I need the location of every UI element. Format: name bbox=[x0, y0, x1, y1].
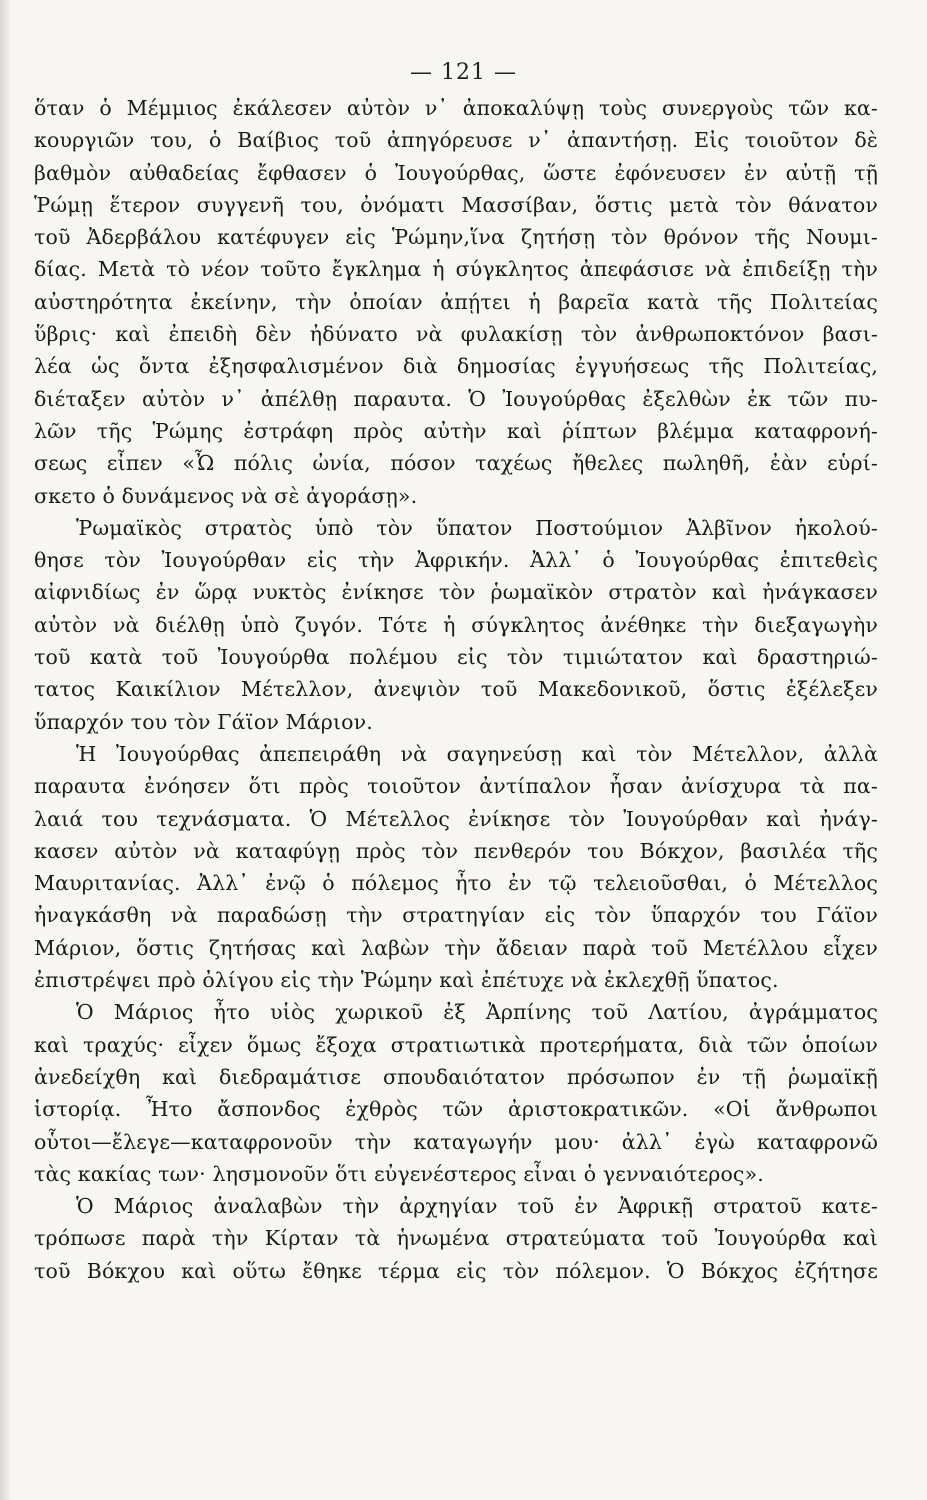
text-line: αἰφνιδίως ἐν ὥρᾳ νυκτὸς ἐνίκησε τὸν ῥωμαϊκὸν στρατὸν καὶ ἠνάγκασεν bbox=[34, 580, 878, 605]
text-line: αὐτὸν νὰ διέλθῃ ὑπὸ ζυγόν. Τότε ἡ σύγκλητος ἀνέθηκε τὴν διεξαγωγὴν bbox=[34, 612, 878, 637]
text-line: λῶν τῆς Ῥώμης ἐστράφη πρὸς αὐτὴν καὶ ῥίπτων βλέμμα καταφρονή- bbox=[34, 418, 878, 443]
text-line: κασεν αὐτὸν νὰ καταφύγῃ πρὸς τὸν πενθερόν του Βόκχον, βασιλέα τῆς bbox=[34, 838, 878, 863]
text-line: σεως εἶπεν «Ὦ πόλις ὠνία, πόσον ταχέως ἤθελες πωληθῆ, ἐὰν εὑρί- bbox=[34, 451, 878, 476]
text-line: τρόπωσε παρὰ τὴν Κίρταν τὰ ἡνωμένα στρατεύματα τοῦ Ἰουγούρθα καὶ bbox=[34, 1226, 878, 1251]
text-line: Ἡ Ἰουγούρθας ἀπεπειράθη νὰ σαγηνεύσῃ καὶ τὸν Μέτελλον, ἀλλὰ bbox=[76, 741, 878, 766]
text-line: Μαυριτανίας. Ἀλλ᾿ ἐνῷ ὁ πόλεμος ἦτο ἐν τῷ τελειοῦσθαι, ὁ Μέτελλος bbox=[34, 871, 878, 896]
text-line: θησε τὸν Ἰουγούρθαν εἰς τὴν Ἀφρικήν. Ἀλλ᾿ ὁ Ἰουγούρθας ἐπιτεθεὶς bbox=[34, 548, 878, 573]
text-line: τατος Καικίλιον Μέτελλον, ἀνεψιὸν τοῦ Μακεδονικοῦ, ὅστις ἐξέλεξεν bbox=[34, 677, 878, 702]
text-line: οὗτοι—ἔλεγε—καταφρονοῦν τὴν καταγωγήν μου· ἀλλ᾿ ἐγὼ καταφρονῶ bbox=[34, 1129, 878, 1154]
text-line: ἀνεδείχθη καὶ διεδραμάτισε σπουδαιότατον πρόσωπον ἐν τῇ ῥωμαϊκῇ bbox=[34, 1064, 878, 1089]
text-line: παραυτα ἐνόησεν ὅτι πρὸς τοιοῦτον ἀντίπαλον ἦσαν ἀνίσχυρα τὰ πα- bbox=[34, 774, 878, 799]
text-line: τοῦ Ἀδερβάλου κατέφυγεν εἰς Ῥώμην,ἵνα ζητήσῃ τὸν θρόνον τῆς Νουμι- bbox=[34, 225, 878, 250]
text-line: τοῦ κατὰ τοῦ Ἰουγούρθα πολέμου εἰς τὸν τιμιώτατον καὶ δραστηριώ- bbox=[34, 645, 878, 670]
text-line: λαιά του τεχνάσματα. Ὁ Μέτελλος ἐνίκησε τὸν Ἰουγούρθαν καὶ ἠνάγ- bbox=[34, 806, 878, 831]
text-line: ὅταν ὁ Μέμμιος ἐκάλεσεν αὐτὸν ν᾿ ἀποκαλύψῃ τοὺς συνεργοὺς τῶν κα- bbox=[34, 96, 878, 120]
page-left-edge bbox=[0, 0, 10, 1500]
text-line: βαθμὸν αὐθαδείας ἔφθασεν ὁ Ἰουγούρθας, ὥστε ἐφόνευσεν ἐν αὐτῇ τῇ bbox=[34, 160, 878, 185]
text-line: ἐπιστρέψει πρὸ ὀλίγου εἰς τὴν Ῥώμην καὶ ἐπέτυχε νὰ ἐκλεχθῇ ὕπατος. bbox=[34, 968, 779, 993]
text-line: καὶ τραχύς· εἶχεν ὅμως ἔξοχα στρατιωτικὰ προτερήματα, διὰ τῶν ὁποίων bbox=[34, 1032, 878, 1057]
text-line: αὐστηρότητα ἐκείνην, τὴν ὁποίαν ἀπῄτει ἡ βαρεῖα κατὰ τῆς Πολιτείας bbox=[34, 289, 878, 314]
text-line: τὰς κακίας των· λησμονοῦν ὅτι εὐγενέστερος εἶναι ὁ γενναιότερος». bbox=[34, 1161, 764, 1186]
text-line: λέα ὡς ὄντα ἐξησφαλισμένον διὰ δημοσίας ἐγγυήσεως τῆς Πολιτείας, bbox=[34, 354, 878, 379]
body-text bbox=[34, 92, 878, 1287]
text-line: τοῦ Βόκχου καὶ οὕτω ἔθηκε τέρμα εἰς τὸν πόλεμον. Ὁ Βόκχος ἐζήτησε bbox=[34, 1258, 878, 1283]
text-line: ὕπαρχόν του τὸν Γάϊον Μάριον. bbox=[34, 709, 373, 734]
text-line: διέταξεν αὐτὸν ν᾿ ἀπέλθῃ παραυτα. Ὁ Ἰουγούρθας ἐξελθὼν ἐκ τῶν πυ- bbox=[34, 386, 878, 411]
text-line: ἱστορίᾳ. Ἦτο ἄσπονδος ἐχθρὸς τῶν ἀριστοκρατικῶν. «Οἱ ἄνθρωποι bbox=[34, 1097, 878, 1122]
text-line: δίας. Μετὰ τὸ νέον τοῦτο ἔγκλημα ἡ σύγκλητος ἀπεφάσισε νὰ ἐπιδείξῃ τὴν bbox=[34, 257, 878, 282]
page-number: — 121 — bbox=[410, 60, 517, 85]
text-line: ὕβρις· καὶ ἐπειδὴ δὲν ἠδύνατο νὰ φυλακίσῃ τὸν ἀνθρωποκτόνον βασι- bbox=[34, 322, 878, 347]
text-line: Ῥώμῃ ἕτερον συγγενῆ του, ὀνόματι Μασσίβαν, ὅστις μετὰ τὸν θάνατον bbox=[34, 192, 878, 217]
text-line: σκετο ὁ δυνάμενος νὰ σὲ ἀγοράσῃ». bbox=[34, 483, 418, 508]
text-line: κουργιῶν του, ὁ Βαίβιος τοῦ ἀπηγόρευσε ν᾿ ἀπαντήσῃ. Εἰς τοιοῦτον δὲ bbox=[34, 128, 878, 153]
text-line: ἠναγκάσθη νὰ παραδώσῃ τὴν στρατηγίαν εἰς τὸν ὕπαρχόν του Γάϊον bbox=[34, 903, 878, 928]
text-line: Ὁ Μάριος ἦτο υἱὸς χωρικοῦ ἐξ Ἀρπίνης τοῦ Λατίου, ἀγράμματος bbox=[76, 1000, 878, 1025]
text-line: Μάριον, ὅστις ζητήσας καὶ λαβὼν τὴν ἄδειαν παρὰ τοῦ Μετέλλου εἶχεν bbox=[34, 935, 878, 960]
text-line: Ῥωμαϊκὸς στρατὸς ὑπὸ τὸν ὕπατον Ποστούμιον Ἀλβῖνον ἠκολού- bbox=[76, 515, 878, 540]
text-line: Ὁ Μάριος ἀναλαβὼν τὴν ἀρχηγίαν τοῦ ἐν Ἀφρικῇ στρατοῦ κατε- bbox=[76, 1194, 878, 1219]
